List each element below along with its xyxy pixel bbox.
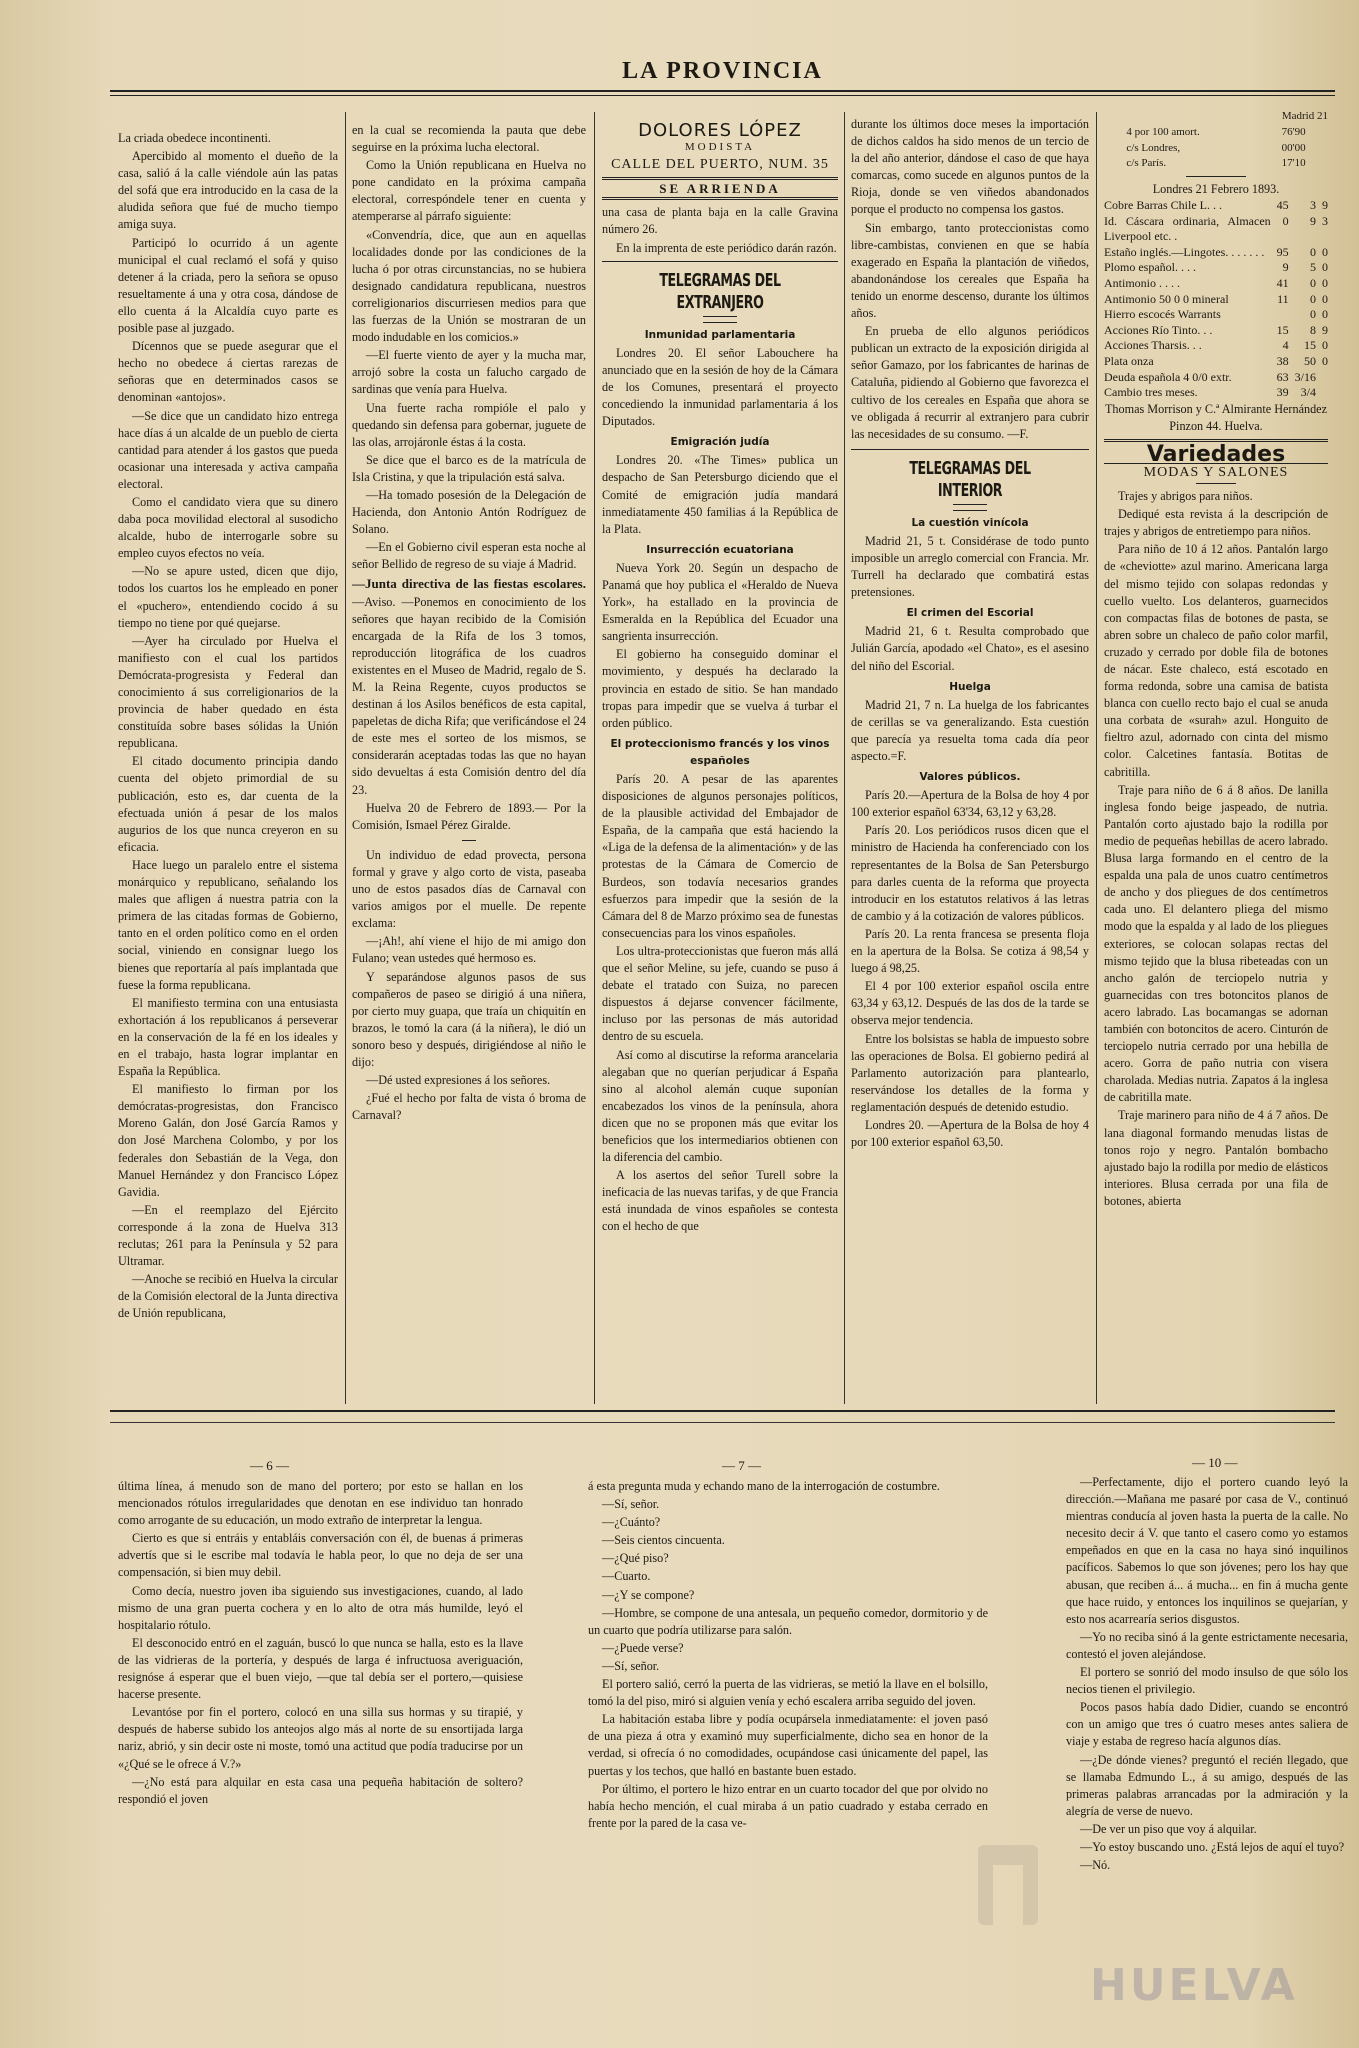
paragraph: Participó lo ocurrido á un agente municipal el cual reclamó el sofá y quiso detener á la criada, pero la señora se opuso resueltamente á una y otra cosa, dándose de ello cuenta á la Alcaldía cuyo parte es posible pase al juzgado. — [118, 235, 338, 336]
quote-value: 38 — [1276, 353, 1289, 368]
quote-value: 15 — [1276, 322, 1289, 337]
quote-value: 41 — [1276, 275, 1289, 290]
telegram-text: Madrid 21, 6 t. Resulta comprobado que Julián García, apodado «el Chato», es el asesino del niño del Escorial. — [851, 624, 1089, 673]
paragraph: —¿Puede verse? — [602, 1640, 684, 1655]
quote-value: 0 — [1310, 244, 1316, 259]
telegram-heading: Huelga — [949, 680, 991, 693]
paragraph: —Ha tomado posesión de la Delegación de Hacienda, don Antonio Antón Rodríguez de Solano. — [352, 487, 586, 537]
paragraph: Y separándose algunos pasos de sus compañeros de paseo se dirigió á una niñera, por cierto muy guapa, que traía un chiquitín en brazos, le tomó la cara (á la niñera), le dió un sonoro beso y después, dirigiéndose al niño le dijo: — [352, 969, 586, 1069]
quote-value: 0 — [1322, 307, 1328, 322]
quote-value: 3/4 — [1300, 385, 1316, 400]
quote-label: 4 por 100 amort. — [1126, 126, 1200, 139]
paragraph: última línea, á menudo son de mano del portero; por esto se hallan en los mencionados rótulos irregularidades que denotan en ese individuo tan honrado como arrogante de su educación, un modo extraño de interpretar la lengua. — [118, 1479, 523, 1528]
paragraph: —Yo estoy buscando uno. ¿Está lejos de aquí el tuyo? — [1080, 1839, 1345, 1854]
quote-row — [1126, 141, 1305, 157]
paragraph: —¿Qué piso? — [602, 1551, 669, 1566]
paragraph: —Perfectamente, dijo el portero cuando leyó la dirección.—Mañana me pasaré por casa de V., continuó mientras conducía al joven hasta la puerta de la calle. No necesito decir á V. que tanto el casero como yo estamos empeñados en que en la casa no haya sinó inquilinos pacíficos. Sabemos lo que son jóvenes; pero los hay que abusan, que reciben á... á mucha... en fin á mucha gente que hace ruido, y entonces los inquilinos se quejarían, y esto nos acarrearía serios disgustos. — [1066, 1475, 1348, 1626]
separator — [851, 449, 1089, 450]
quote-value: 9 — [1322, 197, 1328, 212]
quote-value: 4 — [1282, 338, 1289, 353]
paragraph: El manifiesto lo firman por los demócratas-progresistas, don Francisco Moreno Galán, don José García Ramos y don José Marchena Colombo, y por los federales don Sebastián de la Vega, don Manuel Hernández y don Francisco López Gavidia. — [118, 1082, 338, 1199]
quote-value: 11 — [1277, 291, 1289, 306]
telegram-text: París 20. Los periódicos rusos dicen que el ministro de Hacienda ha conferenciado con los representantes de la Bolsa de San Petersburgo para darles cuenta de la reforma que proyecta introducir en los estatutos relativos á las letras de cambio y á la cotización de valores públicos. — [851, 823, 1089, 923]
paragraph: Levantóse por fin el portero, colocó en una silla sus hormas y su tirapié, y después de haberse subido los anteojos algo más al norte de su ensortijada larga nariz, abrió, y sin decir oste ni moste, tomó una actitud que podía traducirse por un «¿Qué se le ofrece á V.?» — [118, 1705, 523, 1771]
paragraph: Dediqué esta revista á la descripción de trajes y abrigos de entretiempo para niños. — [1104, 507, 1328, 539]
quote-value: 3 — [1310, 197, 1316, 212]
paragraph: Se dice que el barco es de la matrícula de Isla Cristina, y que la tripulación está salva. — [352, 452, 586, 484]
paragraph: Traje marinero para niño de 4 á 7 años. De lana diagonal formando menudas listas de tonos rojo y negro. Pantalón bombacho ajustado bajo la rodilla por medio de elásticos interiores. Blusa cerrada por una fila de botones, abierta — [1104, 1108, 1328, 1208]
paragraph: Trajes y abrigos para niños. — [1118, 489, 1253, 504]
paragraph: —No se apure usted, dicen que dijo, todos los cuartos los he empleado en poner el «puchero», entendiendo cocido á su tiempo no tiene por qué quejarse. — [118, 564, 338, 630]
quote-label: Antimonio 50 0 0 mineral — [1104, 291, 1229, 306]
paragraph: El citado documento principia dando cuenta del objeto primordial de su publicación, esto es, dar cuenta de la efectuada unión á pesar de los malos augurios de los que nunca creyeron en su eficacia. — [118, 754, 338, 854]
ad-address: CALLE DEL PUERTO, NUM. 35 — [611, 157, 829, 173]
folletin-page-7 — [588, 1478, 988, 2038]
column-rule — [1096, 112, 1097, 1404]
column-4-text — [851, 116, 1089, 443]
quote-value: 0 — [1322, 244, 1328, 259]
paragraph: Como decía, nuestro joven iba siguiendo sus investigaciones, cuando, al lado mismo de una gran puerta cochera y en lo alto de otra más humilde, leyó el hospitalario rótulo. — [118, 1583, 523, 1632]
quote-label: Acciones Río Tinto. . . — [1104, 322, 1213, 337]
quote-value: 0 — [1322, 291, 1328, 306]
variedades-title: Variedades — [1146, 441, 1286, 467]
paragraph: —Cuarto. — [602, 1569, 651, 1584]
junta-notice — [352, 575, 586, 798]
quote-value — [1316, 385, 1328, 401]
paragraph: á esta pregunta muda y echando mano de la interrogación de costumbre. — [588, 1479, 940, 1493]
madrid-quotes — [1126, 125, 1305, 172]
paragraph: —En el Gobierno civil esperan esta noche al señor Bellido de regreso de su viaje á Madrid. — [352, 540, 586, 572]
column-5 — [1104, 108, 1328, 1402]
quote-value: 63 — [1276, 369, 1289, 384]
quote-value: 00'00 — [1281, 141, 1306, 154]
telegram-text: Así como al discutirse la reforma arancelaria alegaban que no querían perjudicar á España sino al alcohol alemán cuque suponían encabezados los vinos de la península, ahora dicen que no se proponen más que evitar los beneficios que los intermediarios obtienen con la diferencia del cambio. — [602, 1047, 838, 1165]
rent-info: En la imprenta de este periódico darán razón. — [616, 240, 837, 255]
telegram-heading: Valores públicos. — [919, 771, 1021, 784]
quote-row — [1104, 292, 1328, 308]
quote-value: 95 — [1276, 244, 1289, 259]
column-1 — [118, 130, 338, 1402]
interior-telegrams-title: TELEGRAMAS DEL INTERIOR — [909, 457, 1031, 501]
paragraph: «Convendría, dice, que aun en aquellas localidades donde por las condiciones de la lucha ó por otras circunstancias, no se hubiera designado candidatura republicana, nuestros correligionarios discurriesen medios para que las fuerzas de la Unión se mostraran de un modo indudable en los comicios.» — [352, 227, 586, 345]
paragraph: El portero salió, cerró la puerta de las vidrieras, se metió la llave en el bolsillo, tomó la del piso, miró si alguien venía y echó escalera arriba seguido del joven. — [588, 1677, 988, 1709]
quote-row — [1104, 276, 1328, 292]
quote-value: 3 — [1322, 213, 1328, 228]
telegram-text: Madrid 21, 5 t. Considérase de todo punto imposible un arreglo comercial con Francia. Mr. Turrell ha declarado que combatirá estas pretensiones. — [851, 533, 1089, 600]
quote-row — [1104, 307, 1328, 323]
quote-row — [1104, 323, 1328, 339]
quote-value: 17'10 — [1281, 157, 1306, 170]
paragraph: Una fuerte racha rompióle el palo y quedando sin defensa para gobernar, juguete de las olas, arrojáronle éstas á la costa. — [352, 400, 586, 449]
junta-title: —Junta directiva de las fiestas escolares. — [352, 576, 586, 592]
quote-row — [1104, 260, 1328, 276]
paragraph: Pocos pasos había dado Didier, cuando se encontró con un amigo que tres ó cuatro meses antes saliera de viaje y estaba de regreso hacía algunos días. — [1066, 1700, 1348, 1749]
paragraph: Para niño de 10 á 12 años. Pantalón largo de «cheviotte» azul marino. Americana larga del mismo tejido con solapas redondas y cuello vuelto. Los delanteros, guarnecidos con compactas filas de botones de pasta, se abren sobre un chaleco de paño color marfil, cruzado y cerrado por doble fila de botones de nácar. Este chaleco, está escotado en forma redonda, sobre una camisa de batista blanca con cuello recto bajo el cual se anuda una corbata de «surah» azul. Honguito de fieltro azul, adornado con cinta del mismo color. Calcetines fantasía. Botitas de cabritilla. — [1104, 542, 1328, 779]
quote-row — [1104, 385, 1328, 401]
quote-value: 8 — [1310, 322, 1316, 337]
telegram-text: El 4 por 100 exterior español oscila entre 63,34 y 63,12. Después de las dos de la tarde se observa mejor tendencia. — [851, 979, 1089, 1028]
quote-value: 5 — [1310, 260, 1316, 275]
telegram-text: Londres 20. —Apertura de la Bolsa de hoy 4 por 100 exterior español 63,50. — [851, 1117, 1089, 1150]
paragraph: —¡Ah!, ahí viene el hijo de mi amigo don Fulano; vean ustedes qué hermoso es. — [352, 934, 586, 966]
masthead-rule — [110, 90, 1335, 96]
paragraph: —Sí, señor. — [602, 1497, 660, 1512]
page-bottom-rule — [110, 1410, 1335, 1412]
quote-label: Id. Cáscara ordinaria, Almacen Liverpool etc. . — [1104, 213, 1271, 244]
paragraph: —¿De dónde vienes? preguntó el recién llegado, que se llamaba Edmundo L., á su amigo, después de las primeras palabras arrancadas por la admiración y la alegría de verse de nuevo. — [1066, 1752, 1348, 1818]
quote-value: 3/16 — [1294, 369, 1316, 384]
quote-value: 0 — [1310, 275, 1316, 290]
separator — [1186, 176, 1246, 177]
paragraph: En prueba de ello algunos periódicos publican un extracto de la exposición dirigida al señor Gamazo, por los fabricantes de harinas de Cataluña, pidiendo al Gobierno que favorezca el cultivo de los cereales en España que ahora se ve obligada á recurrir al extranjero para cubrir las necesidades de su consumo. —F. — [851, 324, 1089, 441]
quote-label: Antimonio . . . . — [1104, 275, 1181, 290]
telegram-heading: Inmunidad parlamentaria — [644, 328, 796, 341]
column-rule — [345, 112, 346, 1404]
quote-value: 9 — [1310, 213, 1316, 228]
quote-row — [1104, 354, 1328, 370]
paragraph: —Yo no reciba sinó á la gente estrictamente necesaria, contestó el joven alejándose. — [1066, 1629, 1348, 1661]
paragraph: —Seis cientos cincuenta. — [602, 1533, 725, 1548]
telegram-text: El gobierno ha conseguido dominar el movimiento, y después ha declarado la provincia en estado de sitio. Se han mandado tropas para impedir que se vuelva á turbar el orden público. — [602, 647, 838, 730]
title-ornament — [953, 504, 987, 511]
page-number-10: — 10 — — [1192, 1455, 1238, 1470]
paragraph: Un individuo de edad provecta, persona formal y grave y algo corto de vista, paseaba uno de estos pasados días de Carnaval con varios amigos por el muelle. De repente exclama: — [352, 847, 586, 931]
quote-value: 39 — [1276, 385, 1289, 400]
paragraph: —Se dice que un candidato hizo entrega hace días á un alcalde de un pueblo de cierta cantidad para atender á los gastos que pueda ocasionar una interesada y activa campaña electoral. — [118, 408, 338, 491]
column-2-news — [352, 122, 586, 573]
column-4 — [851, 116, 1089, 1402]
telegram-text: Londres 20. El señor Labouchere ha anunciado que en la sesión de hoy de la Cámara de los Comunes, presentará el proyecto concediendo la inmunidad parlamentaria á los Diputados. — [602, 345, 838, 429]
telegram-text: Entre los bolsistas se habla de impuesto sobre las operaciones de Bolsa. El gobierno pedirá al Parlamento autorización para plantearlo, reservándose los detalles de la forma y reglamentación después de detenido estudio. — [851, 1031, 1089, 1114]
paragraph: —Sí, señor. — [602, 1658, 660, 1673]
quote-value: 0 — [1322, 275, 1328, 290]
london-quotes — [1104, 198, 1328, 401]
telegram-text: Londres 20. «The Times» publica un despacho de San Petersburgo diciendo que el Comité de emigración judía mandará inmediatamente 450 familias á la República de la Plata. — [602, 453, 838, 536]
column-rule — [844, 112, 845, 1404]
paragraph: Hace luego un paralelo entre el sistema monárquico y republicano, señalando los males que afligen á nuestra patria con la primera de las citadas formas de Gobierno, tanto en el orden político como en el orden social, viniendo en consignar luego los bienes que reportaría al país implantada que fuese la forma republicana. — [118, 857, 338, 992]
paragraph: El portero se sonrió del modo insulso de que sólo los necios tienen el privilegio. — [1066, 1665, 1348, 1697]
paragraph: —En el reemplazo del Ejército corresponde á la zona de Huelva 313 reclutas; 261 para la Península y 52 para Ultramar. — [118, 1202, 338, 1269]
quote-label: c/s Londres, — [1126, 141, 1181, 154]
paragraph: La criada obedece incontinenti. — [118, 131, 271, 145]
paragraph: La habitación estaba libre y podía ocupársela inmediatamente: el joven pasó de una pieza á otra y examinó muy superficialmente, dicho sea en honor de la verdad, si ofrecía ó no comodidades, ocupándose casi únicamente del papel, las puertas y los techos, que halló en bastante buen estado. — [588, 1712, 988, 1778]
newspaper-title: LA PROVINCIA — [622, 58, 823, 84]
ad-trade: MODISTA — [684, 141, 756, 154]
quote-value: 0 — [1322, 353, 1328, 368]
telegram-text: Madrid 21, 7 n. La huelga de los fabricantes de cerillas se va generalizando. Esta cuestión que parecía ya resuelta toma cada día peor aspecto.=F. — [851, 697, 1089, 763]
paragraph: —¿Y se compone? — [602, 1587, 695, 1602]
paragraph: durante los últimos doce meses la importación de dichos caldos ha sido menos de un tercio de la del año anterior, dándose el caso de que haya comarcas, como sucede en algunos puntos de la Rioja, donde se ven viñedos abandonados porque el producto no compensa los gastos. — [851, 117, 1089, 217]
paragraph: El desconocido entró en el zaguán, buscó lo que nunca se halla, esto es la llave de las vidrieras de la portería, y después de larga é infructuosa averiguación, resignóse á esperar que el buen viejo, —que tal debía ser el portero,—quisiese hacerse presente. — [118, 1635, 523, 1702]
archive-watermark: HUELVA — [1090, 1960, 1298, 2011]
quote-label: Hierro escocés Warrants — [1104, 307, 1221, 322]
paragraph: —Ayer ha circulado por Huelva el manifiesto con el cual los partidos Demócrata-progresista y Federal dan conocimiento á sus correligionarios de la provincia de haber quedado en ésta constituída sobre bases sólidas la Unión republicana. — [118, 633, 338, 751]
column-3 — [602, 116, 838, 1402]
telegram-text: Nueva York 20. Según un despacho de Panamá que hoy publica el «Heraldo de Nueva York», ha estallado en la provincia de Esmeralda en la República del Ecuador una sangrienta insurrección. — [602, 560, 838, 644]
paragraph: —De ver un piso que voy á alquilar. — [1080, 1821, 1257, 1836]
telegram-heading: El proteccionismo francés y los vinos españoles — [610, 737, 830, 767]
paragraph: —Dé usted expresiones á los señores. — [366, 1073, 551, 1088]
rent-text: una casa de planta baja en la calle Gravina número 26. — [602, 205, 838, 237]
quote-row — [1104, 370, 1328, 386]
column-2-anecdote — [352, 847, 586, 1125]
masthead — [110, 56, 1335, 98]
quote-value: 15 — [1304, 338, 1316, 353]
telegram-text: Los ultra-proteccionistas que fueron más allá que el señor Meline, su jefe, cuando se puso á debate el tratado con Suiza, no parecen dispuestos á dejarse convencer fácilmente, incluso por las personas de más autoridad dentro de su escuela. — [602, 943, 838, 1044]
paragraph: Traje para niño de 6 á 8 años. De lanilla inglesa fondo beige jaspeado, de nutria. Pantalón corto ajustado bajo la rodilla por medio de pequeñas hebillas de acero labrado. Blusa larga formando en el centro de la espalda una pala de unos cuatro centímetros de ancho y dos pliegues de dos centímetros cada uno. El delantero pliega del mismo modo que la espalda y al lado de los pliegues exteriores, se colocan solapas rectas del mismo tejido que la blusa ribeteadas con un ancho galón de terciopelo nutria y guarnecidas con tres botoncitos planos de acero labrado. Las bocamangas se adornan también con botoncitos de acero. Cinturón de terciopelo nutria cerrado por una hebilla de acero. Gorra de paño nutria con visera charolada. Medias nutria. Zapatos á la inglesa de cabritilla mate. — [1104, 782, 1328, 1105]
quote-value: 0 — [1310, 307, 1316, 322]
telegram-heading: Emigración judía — [670, 436, 770, 449]
quote-row — [1104, 214, 1328, 245]
quote-label: Acciones Tharsis. . . — [1104, 338, 1202, 353]
junta-signature: Huelva 20 de Febrero de 1893.— Por la Comisión, Ismael Pérez Giralde. — [352, 800, 586, 832]
quote-label: Deuda española 4 0/0 extr. — [1104, 369, 1232, 384]
quote-value: 0 — [1310, 291, 1316, 306]
paragraph: El manifiesto termina con una entusiasta exhortación á los republicanos á perseverar en la conservación de la fé en los ideales y en el trabajo, hasta lograr implantar en España la República. — [118, 995, 338, 1079]
quote-label: Plata onza — [1104, 353, 1154, 368]
quote-label: c/s París. — [1126, 157, 1167, 170]
quote-label: Estaño inglés.—Lingotes. . . . . . . — [1104, 244, 1265, 259]
ad-name: DOLORES LÓPEZ — [638, 120, 802, 141]
quote-row — [1104, 338, 1328, 354]
folletin-page-6 — [118, 1478, 523, 2038]
separator — [462, 840, 476, 841]
quote-row — [1104, 198, 1328, 214]
paragraph: —¿No está para alquilar en esta casa una pequeña habitación de soltero? respondió el joven — [118, 1774, 523, 1806]
paragraph: Cierto es que si entráis y entabláis conversación con él, de buenas á primeras advertís que si le escribe mal todavía le habla peor, lo que no deja de ser una compensación, si bien muy debil. — [118, 1531, 523, 1580]
telegram-heading: La cuestión vinícola — [911, 516, 1029, 529]
column-rule — [594, 112, 595, 1404]
quote-row — [1104, 245, 1328, 261]
quote-value: 0 — [1282, 213, 1289, 228]
title-ornament — [703, 316, 737, 323]
foreign-telegrams — [602, 327, 838, 1236]
merchant-signature: Thomas Morrison y C.ª Almirante Hernández Pinzon 44. Huelva. — [1104, 401, 1327, 433]
quote-label: Plomo español. . . . — [1104, 260, 1196, 275]
quote-value: 0 — [1322, 338, 1328, 353]
junta-text: —Aviso. —Ponemos en conocimiento de los señores que hayan recibido de la Comisión encargada de la Rifa de los 3 tomos, reproducción litográfica de los cuadros existentes en el Museo de Madrid, regalo de S. M. la Reina Regente, cuyos productos se destinan á los Asilos benéficos de esta capital, papeletas de dicha Rifa; que verificándose el 24 de este mes el sorteo de los mismos, se considerarán aceptadas todas las que no hayan sido devueltas á esta Comisión dentro del día 23. — [352, 594, 586, 797]
column-2 — [352, 122, 586, 1402]
quote-value: 9 — [1322, 322, 1328, 337]
telegram-text: París 20.—Apertura de la Bolsa de hoy 4 por 100 exterior español 63'34, 63,12 y 63,28. — [851, 788, 1089, 820]
separator — [602, 261, 838, 262]
telegram-heading: Insurrección ecuatoriana — [646, 543, 794, 556]
madrid-heading: Madrid 21 — [1281, 110, 1328, 122]
page-number-6: — 6 — — [250, 1458, 289, 1473]
quote-value: 50 — [1304, 353, 1316, 368]
separator — [1196, 483, 1236, 484]
folletin-rule — [110, 1422, 1335, 1423]
paragraph: Dícennos que se puede asegurar que el hecho no obedece á ciertas rarezas de señoras que en determinados casos se denominan «antojos». — [118, 339, 338, 405]
foreign-telegrams-title: TELEGRAMAS DEL EXTRANJERO — [659, 269, 781, 313]
paragraph: en la cual se recomienda la pauta que debe seguirse en la próxima lucha electoral. — [352, 123, 586, 155]
paragraph: —Nó. — [1080, 1858, 1111, 1873]
quote-row — [1126, 125, 1305, 141]
page-number-7: — 7 — — [722, 1458, 761, 1473]
modas-title: MODAS Y SALONES — [1143, 464, 1289, 480]
quote-value — [1316, 370, 1328, 386]
telegram-heading: El crimen del Escorial — [906, 607, 1034, 620]
quote-label: Cobre Barras Chile L. . . — [1104, 197, 1222, 212]
paragraph: Como la Unión republicana en Huelva no pone candidato en la próxima campaña electoral, correspóndele tener en cuenta y atemperarse al párrafo siguiente: — [352, 158, 586, 224]
telegram-text: A los asertos del señor Turell sobre la ineficacia de las nuevas tarifas, y de que Francia está inundada de vinos españoles se contesta con el hecho de que — [602, 1168, 838, 1234]
quote-value: 45 — [1276, 197, 1289, 212]
paragraph: —El fuerte viento de ayer y la mucha mar, arrojó sobre la costa un falucho cargado de sardinas que venía para Huelva. — [352, 348, 586, 397]
quote-value: 9 — [1282, 260, 1289, 275]
telegram-text: París 20. A pesar de las aparentes disposiciones de algunos personajes políticos, de la plausible actividad del Embajador de España, de la campaña que está haciendo la «Liga de la defensa de la alimentación» y de las protestas de la Cámara de Comercio de Burdeos, son todavía necesarios grandes esfuerzos para impedir que la sesión de la Cámara del 8 de Marzo próximo sea de funestas consecuencias para los vinos españoles. — [602, 772, 838, 940]
london-heading: Londres 21 Febrero 1893. — [1152, 181, 1280, 196]
paragraph: Sin embargo, tanto proteccionistas como libre-cambistas, convienen en que se había exagerado en España la plantación de viñedos, abandonándose los cereales que España ha tenido un enorme descenso, durante los últimos años. — [851, 220, 1089, 321]
quote-value: 76'90 — [1281, 126, 1306, 139]
interior-telegrams — [851, 515, 1089, 1151]
quote-value: 0 — [1322, 260, 1328, 275]
paragraph: Por último, el portero le hizo entrar en un cuarto tocador del que por olvido no había hecho mención, el cual miraba á un patio cuadrado y estaba cerrado en frente por la pared de la casa ve- — [588, 1781, 988, 1830]
paragraph: —Anoche se recibió en Huelva la circular de la Comisión electoral de la Junta directiva de Unión republicana, — [118, 1272, 338, 1321]
quote-row — [1126, 156, 1305, 172]
paragraph: ¿Fué el hecho por falta de vista ó broma de Carnaval? — [352, 1091, 586, 1123]
paragraph: Apercibido al momento el dueño de la casa, salió á la calle viéndole aún las patas del sofá que era introducido en la casa de la aludida señora que fué de mucho tiempo amiga suya. — [118, 149, 338, 232]
telegram-text: París 20. La renta francesa se presenta floja en la apertura de la Bolsa. Se cotiza á 98,54 y luego á 98,25. — [851, 926, 1089, 976]
fashion-article — [1104, 488, 1328, 1210]
paragraph: —¿Cuánto? — [602, 1515, 661, 1530]
paragraph: Como el candidato viera que su dinero daba poca movilidad electoral al susodicho alcalde, hubo de interrogarle sobre su empleo cuyos efectos no veía. — [118, 494, 338, 561]
quote-label: Cambio tres meses. — [1104, 385, 1198, 400]
paragraph: —Hombre, se compone de una antesala, un pequeño comedor, dormitorio y de un cuarto que podría utilizarse para salón. — [588, 1605, 988, 1637]
rent-title: SE ARRIENDA — [602, 177, 838, 200]
quote-value — [1271, 307, 1289, 323]
